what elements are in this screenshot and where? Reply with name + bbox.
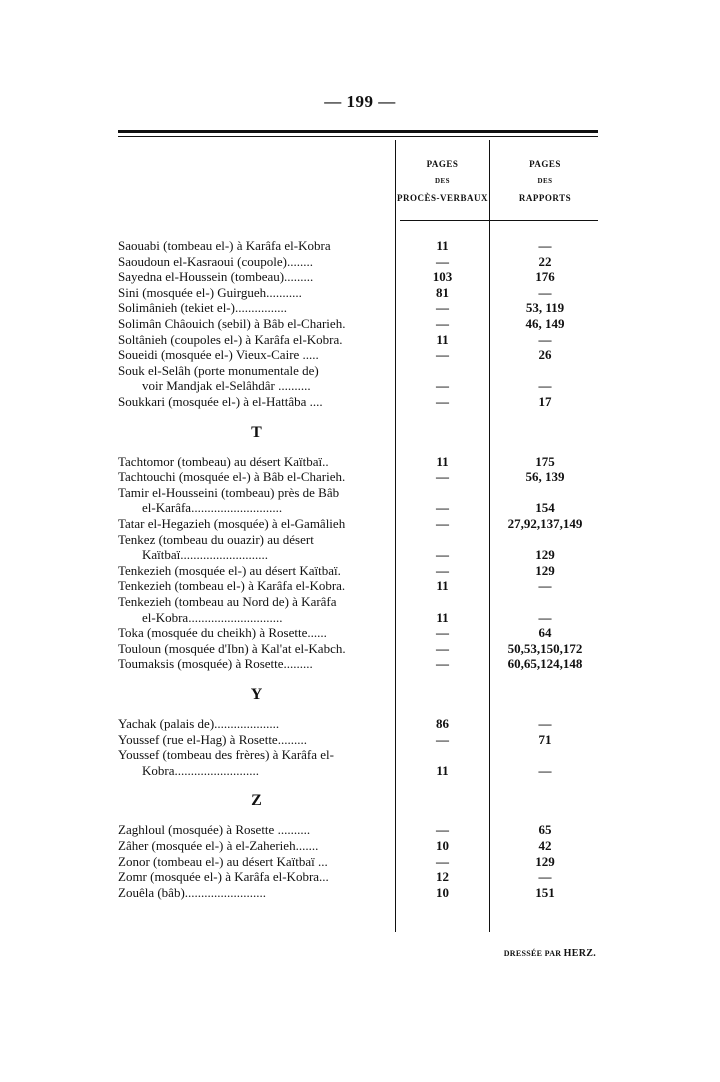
entry-name: Saouabi (tombeau el-) à Karâfa el-Kobra — [118, 238, 331, 253]
rapports-pages: 129 — [535, 562, 555, 578]
column-header-line: DES — [537, 177, 553, 185]
entry-name: Zouêla (bâb)......................... — [118, 884, 267, 900]
proces-verbaux-pages: 11 — [436, 453, 449, 469]
table-row — [118, 838, 602, 854]
entry-name: Zonor (tombeau el-) au désert Kaïtbaï ... — [118, 853, 328, 869]
rapports-pages: 154 — [535, 500, 555, 516]
rapports-pages: — — [538, 284, 552, 300]
entry-name: voir Mandjak el-Selâhdâr .......... — [142, 378, 311, 394]
table-row — [118, 641, 602, 657]
entry-name: el-Kobra............................. — [142, 609, 283, 625]
entry-name: Tenkezieh (tombeau au Nord de) à Karâfa — [118, 594, 337, 609]
entry-name: Sayedna el-Houssein (tombeau)......... — [118, 269, 314, 285]
table-row — [118, 578, 602, 594]
table-row — [118, 563, 602, 579]
proces-verbaux-pages: — — [436, 853, 449, 869]
column-header-line: PAGES — [529, 159, 561, 169]
proces-verbaux-pages: — — [436, 656, 449, 672]
entry-name: Tenkezieh (tombeau el-) à Karâfa el-Kobra. — [118, 578, 346, 594]
proces-verbaux-pages: — — [436, 640, 449, 656]
entry-name: Soukkari (mosquée el-) à el-Hattâba .... — [118, 394, 323, 409]
proces-verbaux-pages: — — [436, 469, 449, 485]
table-row — [118, 363, 602, 379]
entry-name: Youssef (rue el-Hag) à Rosette......... — [118, 731, 307, 747]
footer-author: HERZ. — [563, 948, 596, 959]
entry-name: Toumaksis (mosquée) à Rosette......... — [118, 656, 313, 672]
entry-name: Soueidi (mosquée el-) Vieux-Caire ..... — [118, 347, 319, 363]
entry-name: Kaïtbaï........................... — [142, 547, 269, 563]
rapports-pages: 64 — [538, 625, 552, 641]
rapports-pages: — — [538, 716, 552, 731]
table-row — [118, 469, 602, 485]
entry-name: Souk el-Selâh (porte monumentale de) — [118, 362, 319, 378]
table-row — [118, 625, 602, 641]
entry-name: Kobra.......................... — [142, 762, 259, 778]
rapports-pages: — — [538, 869, 552, 885]
entry-name: Tenkezieh (mosquée el-) au désert Kaïtbaï. — [118, 562, 341, 578]
rapports-pages: 176 — [535, 269, 555, 285]
table-row — [118, 347, 602, 363]
proces-verbaux-pages: 10 — [436, 884, 449, 900]
proces-verbaux-pages: — — [436, 394, 449, 409]
column-header-rule — [400, 220, 598, 221]
table-row — [118, 516, 602, 532]
proces-verbaux-pages: — — [436, 300, 449, 316]
table-row — [118, 238, 602, 254]
entry-name: Zomr (mosquée el-) à Karâfa el-Kobra... — [118, 869, 329, 885]
entry-name: Youssef (tombeau des frères) à Karâfa el- — [118, 747, 334, 763]
page-number: — 199 — — [324, 92, 396, 111]
rapports-pages: — — [538, 609, 552, 625]
rapports-pages: — — [538, 578, 552, 594]
table-row — [118, 594, 602, 610]
footer-prefix: DRESSÉE PAR — [503, 949, 562, 958]
rapports-pages: 26 — [538, 347, 552, 363]
table-row — [118, 300, 602, 316]
rapports-pages: 17 — [538, 394, 552, 409]
column-header-rapports — [490, 156, 600, 207]
top-rule — [118, 130, 598, 133]
entry-name: Solimân Châouich (sebil) à Bâb el-Charieh. — [118, 316, 346, 331]
proces-verbaux-pages: 10 — [436, 838, 449, 853]
proces-verbaux-pages: 86 — [436, 716, 449, 731]
entry-name: el-Karâfa............................ — [142, 500, 283, 516]
table-row — [118, 656, 602, 672]
proces-verbaux-pages: — — [436, 347, 449, 363]
entry-name: Soltânieh (coupoles el-) à Karâfa el-Kobra. — [118, 331, 343, 347]
proces-verbaux-pages: — — [436, 822, 449, 838]
entry-name: Touloun (mosquée d'Ibn) à Kal'at el-Kabch. — [118, 640, 346, 656]
table-row — [118, 332, 602, 348]
section-letter: Z — [251, 792, 262, 810]
rapports-pages: 129 — [535, 547, 555, 563]
rapports-pages: — — [538, 762, 552, 778]
proces-verbaux-pages: 11 — [436, 609, 449, 625]
table-row — [118, 885, 602, 901]
rapports-pages: 53, 119 — [525, 300, 565, 316]
top-rule-thin — [118, 136, 598, 137]
table-row — [118, 394, 602, 410]
proces-verbaux-pages: 11 — [436, 762, 449, 778]
table-row — [118, 732, 602, 748]
rapports-pages: 46, 149 — [525, 316, 565, 331]
section-letter: T — [251, 423, 262, 441]
entry-name: Tamir el-Housseini (tombeau) près de Bâb — [118, 484, 340, 500]
proces-verbaux-pages: — — [436, 625, 449, 641]
entry-name: Saoudoun el-Kasraoui (coupole)........ — [118, 253, 313, 269]
section-letter: Y — [250, 686, 263, 703]
entry-name: Tachtouchi (mosquée el-) à Bâb el-Charieh. — [118, 469, 346, 485]
entry-name: Tachtomor (tombeau) au désert Kaïtbaï.. — [118, 453, 329, 469]
rapports-pages: 42 — [538, 838, 552, 853]
rapports-pages: 60,65,124,148 — [507, 656, 583, 672]
table-row — [118, 869, 602, 885]
rapports-pages: — — [538, 238, 552, 253]
table-row — [118, 547, 602, 563]
table-row — [118, 316, 602, 332]
table-row — [118, 254, 602, 270]
table-row — [118, 485, 602, 501]
proces-verbaux-pages: — — [436, 378, 449, 394]
rapports-pages: 151 — [535, 884, 555, 900]
proces-verbaux-pages: — — [436, 500, 449, 516]
proces-verbaux-pages: 11 — [436, 331, 449, 347]
table-row — [118, 822, 602, 838]
proces-verbaux-pages: 81 — [436, 284, 449, 300]
column-header-line: DES — [434, 177, 451, 185]
proces-verbaux-pages: 103 — [432, 269, 453, 285]
rapports-pages: 56, 139 — [525, 469, 565, 485]
proces-verbaux-pages: — — [436, 316, 449, 331]
rapports-pages: 71 — [538, 731, 552, 747]
column-header-line: PROCÈS-VERBAUX — [396, 193, 488, 203]
table-row — [118, 269, 602, 285]
rapports-pages: — — [538, 331, 552, 347]
entry-name: Yachak (palais de).................... — [118, 716, 280, 731]
rapports-pages: 175 — [535, 453, 555, 469]
rapports-pages: — — [538, 378, 552, 394]
rapports-pages: 129 — [535, 853, 555, 869]
entry-name: Zaghloul (mosquée) à Rosette .......... — [118, 822, 311, 838]
rapports-pages: 22 — [538, 253, 552, 269]
proces-verbaux-pages: — — [436, 731, 449, 747]
column-header-line: PAGES — [426, 159, 459, 169]
proces-verbaux-pages: — — [436, 516, 449, 531]
table-row — [118, 610, 602, 626]
entry-name: Toka (mosquée du cheikh) à Rosette...... — [118, 625, 327, 641]
table-row — [118, 285, 602, 301]
proces-verbaux-pages: 12 — [436, 869, 449, 885]
entry-name: Tatar el-Hegazieh (mosquée) à el-Gamâlieh — [118, 516, 346, 531]
entry-name: Solimânieh (tekiet el-)................ — [118, 300, 287, 316]
table-row — [118, 454, 602, 470]
table-row — [118, 716, 602, 732]
proces-verbaux-pages: — — [436, 253, 449, 269]
entry-name: Tenkez (tombeau du ouazir) au désert — [118, 531, 314, 547]
table-row — [118, 378, 602, 394]
footer-credit — [488, 948, 596, 959]
table-row — [118, 500, 602, 516]
table-row — [118, 854, 602, 870]
proces-verbaux-pages: 11 — [436, 238, 449, 253]
column-header-line: RAPPORTS — [518, 193, 572, 203]
entry-name: Zâher (mosquée el-) à el-Zaherieh....... — [118, 838, 319, 853]
entry-name: Sini (mosquée el-) Guirgueh........... — [118, 284, 302, 300]
proces-verbaux-pages: 11 — [436, 578, 449, 594]
proces-verbaux-pages: — — [436, 547, 449, 563]
table-row — [118, 532, 602, 548]
proces-verbaux-pages: — — [436, 562, 449, 578]
rapports-pages: 65 — [538, 822, 552, 838]
table-row — [118, 747, 602, 763]
table-row — [118, 763, 602, 779]
column-header-proces-verbaux — [396, 156, 489, 207]
rapports-pages: 27,92,137,149 — [507, 516, 583, 531]
rapports-pages: 50,53,150,172 — [507, 640, 583, 656]
